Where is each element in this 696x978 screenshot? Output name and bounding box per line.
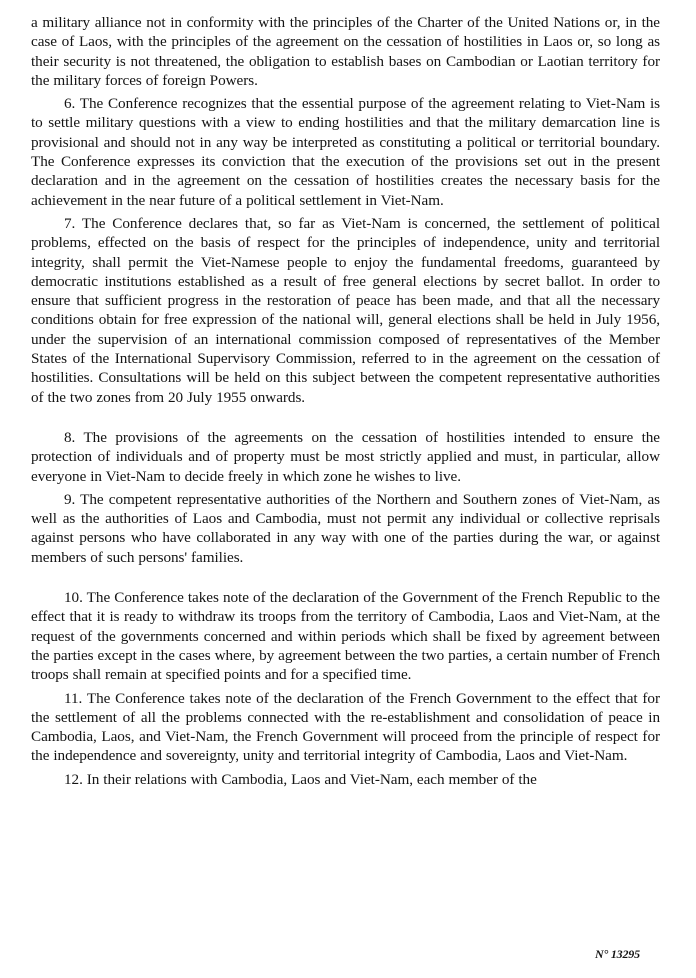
paragraph-8: 8. The provisions of the agreements on the cessation of hostilities intended to ensure the protection of individuals and of property must be most strictly applied and must, in particular, allow everyone in Viet-Nam to decide freely in which zone he wishes to live. (31, 428, 660, 485)
paragraph-10: 10. The Conference takes note of the declaration of the Government of the French Republic to the effect that it is ready to withdraw its troops from the territory of Cambodia, Laos and Viet-Nam, at the request of the governments concerned and within periods which shall be fixed by agreement between the parties except in the cases where, by agreement between the two parties, a certain number of French troops shall remain at specified points and for a specified time. (31, 589, 660, 684)
document-page (31, 13, 660, 789)
paragraph-6: 6. The Conference recognizes that the essential purpose of the agreement relating to Viet-Nam is to settle military questions with a view to ending hostilities and that the military demarcation line is provisional and should not in any way be interpreted as constituting a political or territorial boundary. The Conference expresses its conviction that the execution of the provisions set out in the present declaration and in the agreement on the cessation of hostilities creates the necessary basis for the achievement in the near future of a political settlement in Viet-Nam. (31, 95, 660, 209)
paragraph-9: 9. The competent representative authorities of the Northern and Southern zones of Viet-Nam, as well as the authorities of Laos and Cambodia, must not permit any individual or collective reprisals against persons who have collaborated in any way with one of the parties during the war, or against members of such persons' families. (31, 490, 660, 566)
document-number: N° 13295 (595, 947, 640, 961)
paragraph-12: 12. In their relations with Cambodia, Laos and Viet-Nam, each member of the (64, 770, 537, 788)
paragraph-7: 7. The Conference declares that, so far as Viet-Nam is concerned, the settlement of political problems, effected on the basis of respect for the principles of independence, unity and territorial integrity, shall permit the Viet-Namese people to enjoy the fundamental freedoms, guaranteed by democratic institutions established as a result of free general elections by secret ballot. In order to ensure that sufficient progress in the restoration of peace has been made, and that all the necessary conditions obtain for free expression of the national will, general elections shall be held in July 1956, under the supervision of an international commission composed of representatives of the Member States of the International Supervisory Commission, referred to in the agreement on the cessation of hostilities. Consultations will be held on this subject between the competent representative authorities of the two zones from 20 July 1955 onwards. (31, 214, 660, 406)
paragraph-11: 11. The Conference takes note of the declaration of the French Government to the effect that for the settlement of all the problems connected with the re-establishment and consolidation of peace in Cambodia, Laos, and Viet-Nam, the French Government will proceed from the principle of respect for the independence and sovereignty, unity and territorial integrity of Cambodia, Laos and Viet-Nam. (31, 689, 660, 765)
paragraph-continuation: a military alliance not in conformity with the principles of the Charter of the United Nations or, in the case of Laos, with the principles of the agreement on the cessation of hostilities in Laos or, so long as their security is not threatened, the obligation to establish bases on Cambodian or Laotian territory for the military forces of foreign Powers. (31, 14, 660, 89)
